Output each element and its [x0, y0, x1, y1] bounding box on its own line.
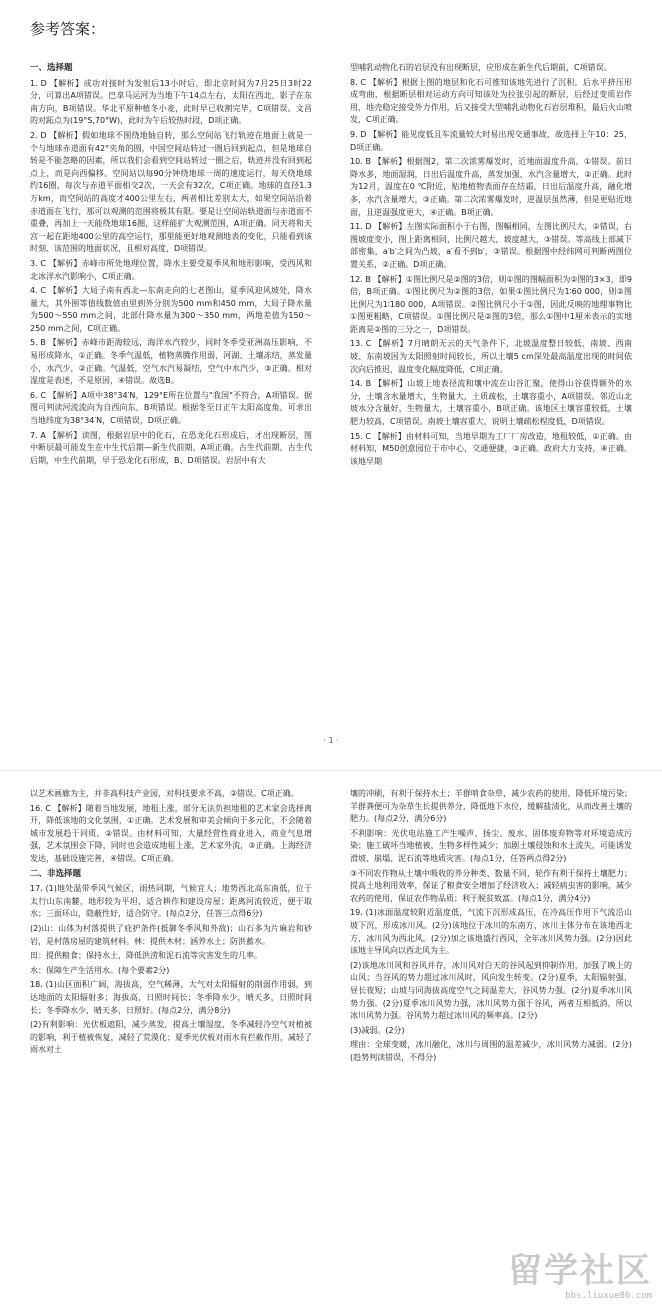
- answer-item-14: 14. B 【解析】山坡上地表径流和壤中流在山谷汇聚，使得山谷获得额外的水分，土壤含水量增大，生物量大，土质疏松，土壤容重小，A项错误。邻近山北坡水分含量好，生物量大，土壤容重小，B项正确。该地区土壤容重较低，土壤肥力较高，C项错误。南坡土壤容重大，说明土壤疏松程度低，D项错误。: [350, 379, 632, 427]
- answer-item-18-2: (2)有利影响：光伏板遮阳，减少蒸发，提高土壤湿度，冬季减轻冷空气对植被的影响，利于植被恢复，减轻了荒漠化；夏季光伏板对雨水有拦截作用，减轻了雨水对土: [30, 1020, 312, 1055]
- answer-item-18-3: ③不同农作物从土壤中吸收的养分种类、数量不同，轮作有利于保持土壤肥力；提高土地利用效率，保证了粮食安全增加了经济收入；减轻病虫害的影响，减少农药的使用，保证农作物品质；利于脱贫致富。(每点1分，满分4分): [350, 868, 632, 903]
- page2-left-column: [30, 788, 312, 1293]
- page-divider: [0, 770, 662, 771]
- answer-item-7: 7. A 【解析】读图，根据岩层中的化石，在恐龙化石形成后，才出现断层，图中断层最可能发生在中生代后期—新生代前期，A项正确。古生代前期，古生代后期，中生代前期，早于恐龙化石形成，B、D项错误。岩层中有大: [30, 430, 312, 465]
- site-watermark: [500, 1252, 652, 1304]
- answer-item-17-2-water: 水：保障生产生活用水。(每个要素2分): [30, 965, 170, 975]
- answer-item-1: 1. D 【解析】成功对接时为发射后13小时后，即北京时间为7月25日3时22分，可算出A项错误。巴拿马运河为当地下午14点左右，太阳在西北，影子在东南方向，B项错误。华北平原种植冬小麦，此时早已收割完毕，C项错误。文昌的对跖点为(19°S,70°W)，此时为午后较热时段，D项正确。: [30, 78, 312, 126]
- page-number: · 1 ·: [323, 736, 339, 745]
- watermark-url: bbs.liuxue86.com: [565, 1291, 652, 1301]
- answer-item-15-cont: 以艺术画廊为主，并非高科技产业园，对科技要求不高，②错误。C项正确。: [30, 789, 299, 798]
- answer-item-18-1: 18. (1)山区面积广阔，海拔高，空气稀薄，大气对太阳辐射的削弱作用弱，到达地面的太阳辐射多；海拔高，日照时间长；冬季降水少，晴天多，日照时间长；冬季降水少，晴天多，日照好。(每点2分，满分8分): [30, 980, 312, 1015]
- page1-left-column: [30, 62, 312, 734]
- answer-item-18-2-cont: 壤的冲刷，有利于保持水土；羊群啃食杂草，减少农药的使用，降低环境污染；羊群粪便可为杂草生长提供养分，降低地下水位，缓解盐渍化，从而改善土壤的肥力。(每点2分，满分6分): [350, 789, 632, 824]
- answer-item-17-2-field: 田：提供粮食；保持水土，降低洪涝和泥石流等灾害发生的几率。: [30, 951, 262, 961]
- answer-item-17-1: 17. (1)地处温带季风气候区，雨热同期，气候宜人；地势西北高东南低，位于太行山东南麓，地形较为平坦，适合耕作和建设房屋；距离河流较近，便于取水；三面环山，隐蔽性好，适合防守。(每点2分，任答三点得6分): [30, 884, 312, 919]
- answer-item-19-2: (2)该地冰川风和谷风并存，冰川风对白天的谷风起到抑制作用，加强了晚上的山风；当谷风的势力超过冰川风时，风向发生转变。(2分)夏季，太阳辐射强，昼长夜短；山坡与同海拔高度空气之间温差大，谷风势力强。(2分)夏季冰川风势力强。(2分)夏季冰川风势力强，冰川风势力强于谷风，两者互相抵消，所以冰川风势力强。谷风势力超过冰川风的频率高。(2分): [350, 960, 632, 1021]
- watermark-logo: 留学社区: [508, 1251, 652, 1291]
- section-heading-choice: 一、选择题: [30, 63, 73, 73]
- answer-item-2: 2. D 【解析】假如地球不围绕地轴自转，那么空间站飞行轨迹在地面上就是一个与地球赤道面有42°夹角的圆，中国空间站转过一圈后回到起点，但是地球自转是不能忽略的因素，所以我们会看到空间站转过一圈之后，轨迹并没有回到起点上，而是向西偏移。空间站以每90分钟绕地球一周的速度运行，每天绕地球约16圈，每次与赤道平面相交2次，一天会有32次，C项正确。地球的直径1.3万km，而空间站的高度才400公里左右，两者相比差别太大，如果空间站沿着赤道面在飞行，那可以观测的范围将极其有限。要是让空间站轨道面与赤道面不重叠，再加上一天能绕地球16圈，这样能扩大观测范围，A项正确。同天将和天宫一起在距地400公里的高空运行，那里能更好地观测地表的变化，只能看到该时刻、该范围的地面状况，且相对高度，D项错误。: [30, 130, 312, 254]
- answer-item-18-2-negative: 不利影响：光伏电站施工产生噪声、扬尘、废水、固体废弃物等对环境造成污染；施工破坏当地植被，生物多样性减少；加剧土壤侵蚀和水土流失，可能诱发滑坡、崩塌、泥石流等地质灾害。(每点1分，任答两点得2分): [350, 828, 632, 863]
- answer-item-17-2: (2)山：山体为村落提供了庇护条件(抵御冬季风和外敌)；山石多为片麻岩和砂岩，是村落房屋的建筑材料。林：提供木材；涵养水土；防洪蓄水。: [30, 923, 312, 946]
- page1-right-column: [350, 62, 632, 734]
- answer-item-8: 8. C 【解析】根据上图的地层和化石可推知该地先进行了沉积，后水平挤压形成弯曲，根据断层相对运动方向可知该处为拉张引起的断层，后经过变质岩作用，地壳稳定接受外力作用，后又接受大型哺乳动物化石岩层堆积，最后火山喷发，C项正确。: [350, 77, 632, 125]
- answer-item-15: 15. C 【解析】由材料可知，当地早期为工厂厂房改造，地租较低，①正确。由材料知，M50创意园位于市中心，交通便捷，③正确。政府大力支持，④正确。该地早期: [350, 431, 632, 466]
- answer-item-9: 9. D 【解析】能见度低且车流量较大时易出现交通事故，故选择上午10：25，D项正确。: [350, 129, 632, 152]
- answer-item-12: 12. B 【解析】①图比例尺是②图的3倍，则①图的图幅面积为②图的3×3，即9倍，B项正确。①图比例尺为②图的3倍，如果①图比例尺为1∶60 000，则②图比例尺为1∶180 000，A项错误。②图比例尺小于①图，因此反映的地理事物比①图更粗略，C项错误。①图比例尺是②图的3倍，那么①图中1厘米表示的实地距离是②图的三分之一，D项错误。: [350, 274, 632, 334]
- answer-page-2: [30, 788, 632, 1293]
- answer-item-6: 6. C 【解析】A项中38°34′N，129°E所在位置与"我国"不符合，A项错误。据图可判读河流流向为自西向东，B项错误。根据冬至日正午太阳高度角，可求出当地纬度为38°34′N，C项错误，D项正确。: [30, 390, 312, 426]
- answer-header: 参考答案：: [30, 20, 106, 38]
- answer-item-5: 5. B 【解析】赤峰市距海较远，海洋水汽较少，同时冬季受亚洲高压影响，不易形成降水，①正确。冬季气温低，植物蒸腾作用弱，河湖、土壤冻结，蒸发量小，水汽少，②正确。气温低，空气水汽易凝结，空气中水汽少，③正确。相对湿度是表述，不是原因，④错误。故选B。: [30, 338, 312, 386]
- answer-item-13: 13. C 【解析】7月晴朗无云的天气条件下，北坡温度整日较低，南坡、西南坡、东南坡因为太阳照射时间较长，所以土壤5 cm深处最高温度出现的时间依次向后推迟，温度变化幅度降低，C项正确。: [350, 339, 632, 374]
- answer-item-3: 3. C 【解析】赤峰市所处地理位置，降水主要受夏季风和地形影响，受西风和北冰洋水汽影响小，C项正确。: [30, 258, 312, 281]
- page2-right-column: [350, 788, 632, 1293]
- answer-item-19-1: 19. (1)冰面温度较附近温度低，气流下沉形成高压，在冷高压作用下气流沿山坡下沉，形成冰川风。(2分)该地位于冰川的东南方，冰川主体分布在该地西北方，冰川风为西北风。(2分)加之该地盛行西风，全年冰川风势力强。(2分)因此该地主导风向以西北风为主。: [350, 908, 632, 956]
- answer-item-7-cont: 型哺乳动物化石的岩层没有出现断层，应形成在新生代后期前，C项错误。: [350, 63, 612, 72]
- answer-item-19-3: (3)减弱。(2分): [350, 1025, 405, 1035]
- answer-item-4: 4. C 【解析】大局子南有西北—东南走向的七老图山，夏季风迎风坡处，降水量大，其外围等值线数值由里到外分别为500 mm和450 mm，大局子降水量为500～550 mm之间，北部什降水量为300～350 mm，两地差值为150～250 mm之间，C项正确。: [30, 286, 312, 333]
- answer-item-16: 16. C 【解析】随着当地发展，地租上涨，部分无法负担地租的艺术家会选择离开，降低该地的文化氛围，①正确。艺术发展和审美会倾向于多元化，不会随着城市发展趋于同质，②错误。由材料可知，大量经营性商业进入，商业气息增强，艺术氛围会下降，同时也会造成地租上涨，艺术家外流，③正确。上海经济发达，基础设施完善，④错误。C项正确。: [30, 803, 312, 863]
- answer-page-1: [30, 62, 632, 734]
- answer-item-11: 11. D 【解析】左图实际面积小于右图，图幅相同，左图比例尺大，②错误，右图坡度变小，图上距离相同，比例尺越大，坡度越大，③错误。等高线上部减下部密集，a′b′之间为凸坡，a′看不到b′，③错误。根据图中经纬网可判断两图位置关系，②正确。D项正确。: [350, 222, 632, 269]
- answer-item-10: 10. B 【解析】根据图2，第二次浓雾爆发时，近地面温度升高，①错误。前日降水多，地面湿润，日出后温度升高，蒸发加强，水汽含量增大，②正确。此时为12月，温度在0 ℃附近，贴地植物表面存在结霜，日出后温度升高，融化增多，水汽含量增大，③正确。第二次浓雾爆发时，逆温层虽然薄，但是更贴近地面，且逆温强度更大，④正确。B项正确。: [350, 157, 632, 217]
- answer-item-19-3-reason: 理由：全球变暖，冰川融化，冰川与周围的温差减少，冰川风势力减弱。(2分)(趋势判读错误，不得分): [350, 1040, 632, 1062]
- section-heading-nonchoice: 二、非选择题: [30, 868, 82, 879]
